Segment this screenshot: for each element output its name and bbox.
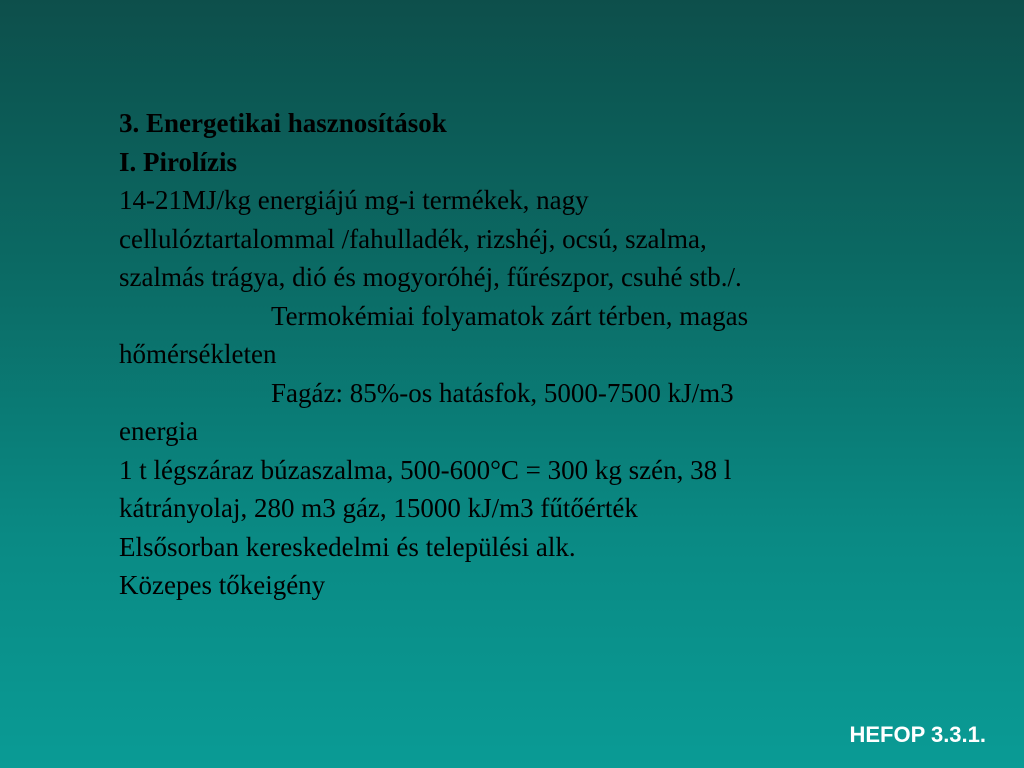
section-title: I. Pirolízis [119, 146, 237, 177]
body-line-indented: Termokémiai folyamatok zárt térben, magas [271, 300, 749, 331]
body-line: Elsősorban kereskedelmi és települési alk. [119, 531, 576, 562]
body-line: cellulóztartalommal /fahulladék, rizshéj, ocsú, szalma, [119, 223, 707, 254]
body-line: hőmérsékleten [119, 339, 277, 369]
slide-heading: 3. Energetikai hasznosítások [119, 108, 447, 138]
body-line: szalmás trágya, dió és mogyoróhéj, fűrészpor, csuhé stb./. [119, 262, 742, 292]
footer-label: HEFOP 3.3.1. [849, 722, 986, 747]
body-line: kátrányolaj, 280 m3 gáz, 15000 kJ/m3 fűtőérték [119, 493, 638, 523]
body-line: Közepes tőkeigény [119, 570, 326, 600]
body-line: 1 t légszáraz búzaszalma, 500-600°C = 300 kg szén, 38 l [119, 454, 732, 485]
body-line: energia [119, 416, 198, 446]
slide-body [119, 104, 919, 605]
body-line-indented: Fagáz: 85%-os hatásfok, 5000-7500 kJ/m3 [271, 377, 734, 408]
body-line: 14-21MJ/kg energiájú mg-i termékek, nagy [119, 185, 589, 215]
